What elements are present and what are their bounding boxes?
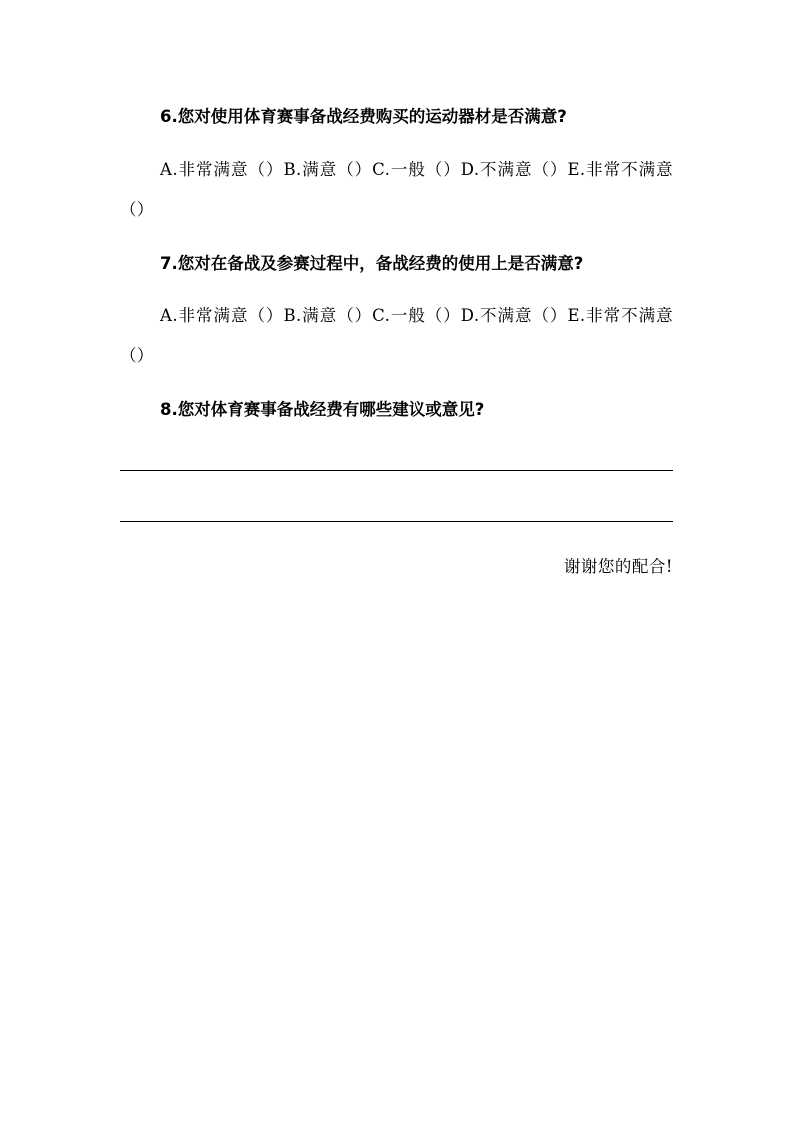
answer-line[interactable] xyxy=(120,521,673,522)
question-6-title: 6.您对使用体育赛事备战经费购买的运动器材是否满意? xyxy=(160,107,567,126)
answer-line[interactable] xyxy=(120,470,673,471)
question-6-options: A.非常满意（）B.满意（）C.一般（）D.不满意（）E.非常不满意（） xyxy=(120,160,673,219)
closing-thanks: 谢谢您的配合! xyxy=(563,557,673,576)
question-7-title: 7.您对在备战及参赛过程中，备战经费的使用上是否满意? xyxy=(160,254,584,273)
question-7-options: A.非常满意（）B.满意（）C.一般（）D.不满意（）E.非常不满意（） xyxy=(120,306,673,365)
question-8-title: 8.您对体育赛事备战经费有哪些建议或意见? xyxy=(160,400,485,419)
